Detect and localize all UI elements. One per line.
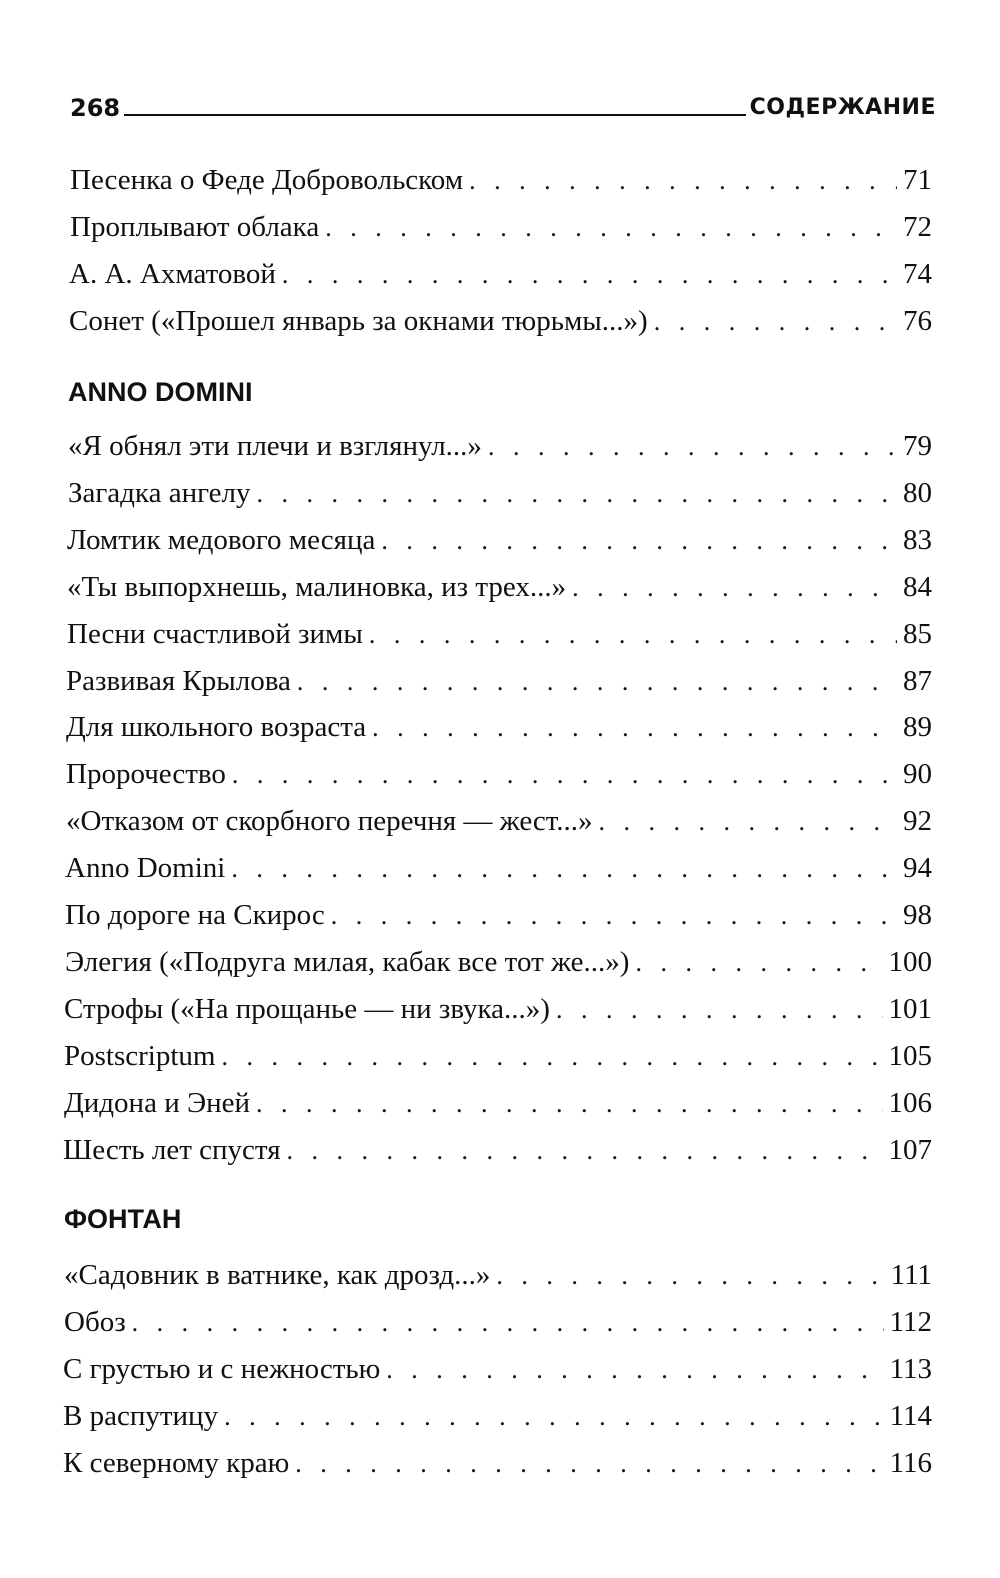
dot-leader bbox=[231, 849, 897, 889]
dot-leader bbox=[372, 708, 897, 748]
toc-entry-title: Шесть лет спустя bbox=[63, 1134, 281, 1166]
toc-entry bbox=[67, 614, 932, 654]
toc-entry bbox=[64, 989, 932, 1029]
toc-entry-page: 90 bbox=[903, 758, 932, 790]
toc-entry bbox=[68, 473, 932, 513]
dot-leader bbox=[221, 1037, 882, 1077]
toc-entry-page: 106 bbox=[888, 1087, 932, 1119]
toc-entry bbox=[66, 707, 932, 747]
toc-entry bbox=[66, 801, 932, 841]
toc-entry-page: 94 bbox=[903, 852, 932, 884]
toc-entry bbox=[70, 207, 932, 247]
toc-entry-page: 84 bbox=[903, 571, 932, 603]
dot-leader bbox=[469, 161, 897, 201]
toc-entry-title: «Я обнял эти плечи и взглянул...» bbox=[68, 430, 482, 462]
dot-leader bbox=[488, 427, 897, 467]
toc-entry-page: 92 bbox=[903, 805, 932, 837]
toc-entry bbox=[67, 520, 932, 560]
toc-entry-title: Дидона и Эней bbox=[64, 1087, 251, 1119]
toc-entry-page: 79 bbox=[903, 430, 932, 462]
toc-entry-title: Сонет («Прошел январь за окнами тюрьмы...») bbox=[69, 305, 648, 337]
dot-leader bbox=[325, 208, 897, 248]
running-header bbox=[70, 82, 936, 122]
toc-entry bbox=[70, 160, 932, 200]
dot-leader bbox=[654, 302, 897, 342]
dot-leader bbox=[297, 662, 897, 702]
dot-leader bbox=[381, 521, 897, 561]
toc-entry bbox=[65, 895, 932, 935]
toc-entry-title: Обоз bbox=[64, 1306, 126, 1338]
toc-entry-title: «Отказом от скорбного перечня — жест...» bbox=[66, 805, 593, 837]
toc-entry-title: Пророчество bbox=[66, 758, 226, 790]
toc-entry-title: Строфы («На прощанье — ни звука...») bbox=[64, 993, 550, 1025]
toc-entry-title: «Садовник в ватнике, как дрозд...» bbox=[64, 1259, 491, 1291]
dot-leader bbox=[496, 1256, 884, 1296]
dot-leader bbox=[224, 1397, 883, 1437]
toc-entry-title: Ломтик медового месяца bbox=[67, 524, 376, 556]
toc-entry bbox=[63, 1130, 932, 1170]
dot-leader bbox=[282, 255, 897, 295]
toc-entry bbox=[69, 254, 932, 294]
toc-entry-page: 112 bbox=[889, 1306, 932, 1338]
toc-entry-page: 80 bbox=[903, 477, 932, 509]
header-rule bbox=[124, 114, 745, 116]
dot-leader bbox=[295, 1444, 883, 1484]
toc-entry bbox=[66, 754, 932, 794]
toc-entry-title: В распутицу bbox=[63, 1400, 219, 1432]
dot-leader bbox=[256, 474, 897, 514]
toc-entry-title: Anno Domini bbox=[65, 852, 226, 884]
toc-entry-page: 101 bbox=[888, 993, 932, 1025]
toc-entry-page: 74 bbox=[903, 258, 932, 290]
page-number: 268 bbox=[70, 94, 121, 122]
toc-entry-title: К северному краю bbox=[63, 1447, 290, 1479]
toc-entry-title: Postscriptum bbox=[64, 1040, 216, 1072]
toc-entry-title: Песенка о Феде Добровольском bbox=[70, 164, 464, 196]
toc-entry-page: 72 bbox=[903, 211, 932, 243]
toc-entry-page: 98 bbox=[903, 899, 932, 931]
dot-leader bbox=[556, 990, 883, 1030]
dot-leader bbox=[287, 1131, 883, 1171]
toc-entry bbox=[64, 1255, 932, 1295]
dot-leader bbox=[256, 1084, 882, 1124]
dot-leader bbox=[599, 802, 897, 842]
toc-entry-title: Песни счастливой зимы bbox=[67, 618, 363, 650]
toc-entry-page: 111 bbox=[890, 1259, 932, 1291]
toc-entry-title: Проплывают облака bbox=[70, 211, 320, 243]
section-heading: ANNO DOMINI bbox=[68, 377, 253, 407]
toc-entry-title: Загадка ангелу bbox=[68, 477, 251, 509]
toc-entry-title: Элегия («Подруга милая, кабак все тот же...») bbox=[65, 946, 630, 978]
toc-entry-page: 105 bbox=[888, 1040, 932, 1072]
toc-entry bbox=[65, 942, 932, 982]
toc-entry-page: 71 bbox=[903, 164, 932, 196]
toc-entry bbox=[66, 661, 932, 701]
dot-leader bbox=[572, 568, 897, 608]
toc-entry-title: А. А. Ахматовой bbox=[69, 258, 276, 290]
dot-leader bbox=[386, 1350, 883, 1390]
toc-entry bbox=[67, 567, 932, 607]
toc-entry-page: 116 bbox=[889, 1447, 932, 1479]
running-title: СОДЕРЖАНИЕ bbox=[749, 95, 936, 120]
toc-entry-title: С грустью и с нежностью bbox=[63, 1353, 381, 1385]
toc-entry-page: 76 bbox=[903, 305, 932, 337]
toc-entry-page: 87 bbox=[903, 665, 932, 697]
toc-entry bbox=[64, 1083, 932, 1123]
toc-entry bbox=[69, 301, 932, 341]
toc-entry-page: 83 bbox=[903, 524, 932, 556]
toc-entry-title: Для школьного возраста bbox=[66, 711, 367, 743]
dot-leader bbox=[369, 615, 897, 655]
toc-entry-page: 100 bbox=[888, 946, 932, 978]
toc-entry-page: 89 bbox=[903, 711, 932, 743]
toc-entry bbox=[63, 1349, 932, 1389]
dot-leader bbox=[232, 755, 897, 795]
toc-entry-page: 114 bbox=[889, 1400, 932, 1432]
toc-entry bbox=[64, 1302, 932, 1342]
toc-entry bbox=[63, 1443, 932, 1483]
dot-leader bbox=[331, 896, 897, 936]
toc-entry bbox=[63, 1396, 932, 1436]
dot-leader bbox=[132, 1303, 884, 1343]
toc-entry-title: По дороге на Скирос bbox=[65, 899, 325, 931]
toc-entry bbox=[64, 1036, 932, 1076]
toc-entry-page: 113 bbox=[889, 1353, 932, 1385]
toc-entry-page: 85 bbox=[903, 618, 932, 650]
section-heading: ФОНТАН bbox=[64, 1204, 182, 1234]
toc-entry bbox=[65, 848, 932, 888]
toc-entry-title: «Ты выпорхнешь, малиновка, из трех...» bbox=[67, 571, 567, 603]
dot-leader bbox=[635, 943, 882, 983]
toc-entry bbox=[68, 426, 932, 466]
toc-entry-title: Развивая Крылова bbox=[66, 665, 291, 697]
toc-entry-page: 107 bbox=[888, 1134, 932, 1166]
